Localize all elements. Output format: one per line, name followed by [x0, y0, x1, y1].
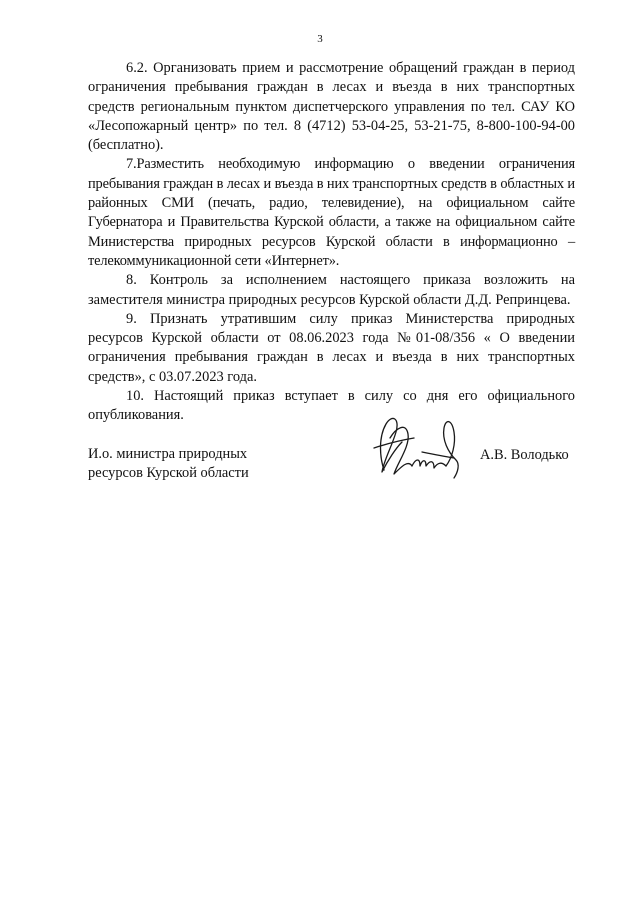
signer-title-line-1: И.о. министра природных — [88, 446, 248, 462]
paragraph-6-2: 6.2. Организовать прием и рассмотрение обращений граждан в период ограничения пребывания граждан в лесах и въезда в них транспортных средств региональным пунктом диспетчерского управления по тел. САУ КО «Лесопожарный центр» по тел. 8 (4712) 53-04-25, 53-21-75, 8-800-100-94-00 (бесплатно). — [88, 60, 575, 154]
paragraph-10: 10. Настоящий приказ вступает в силу со дня его официального опубликования. — [88, 388, 575, 424]
page-number: 3 — [317, 33, 323, 45]
document-body — [88, 59, 575, 426]
signer-title — [88, 445, 308, 484]
paragraph-8: 8. Контроль за исполнением настоящего приказа возложить на заместителя министра природных ресурсов Курской области Д.Д. Репринцева. — [88, 272, 575, 308]
signer-name: А.В. Володько — [480, 447, 569, 463]
signer-title-line-2: ресурсов Курской области — [88, 465, 249, 482]
paragraph-9: 9. Признать утратившим силу приказ Министерства природных ресурсов Курской области от 08.06.2023 года №01-08/356 « О введении ограничения пребывания граждан в лесах и въезда в них транспортных средств», с 03.07.2023 года. — [88, 310, 575, 385]
handwritten-signature — [362, 408, 472, 488]
paragraph-7: 7.Разместить необходимую информацию о введении ограничения пребывания граждан в лесах и въезда в них транспортных средств в областных и районных СМИ (печать, радио, телевидение), на официальном сайте Губернатора и Правительства Курской области, а также на официальном сайте Министерства природных ресурсов Курской области в информационно – телекоммуникационной сети «Интернет». — [88, 156, 575, 269]
